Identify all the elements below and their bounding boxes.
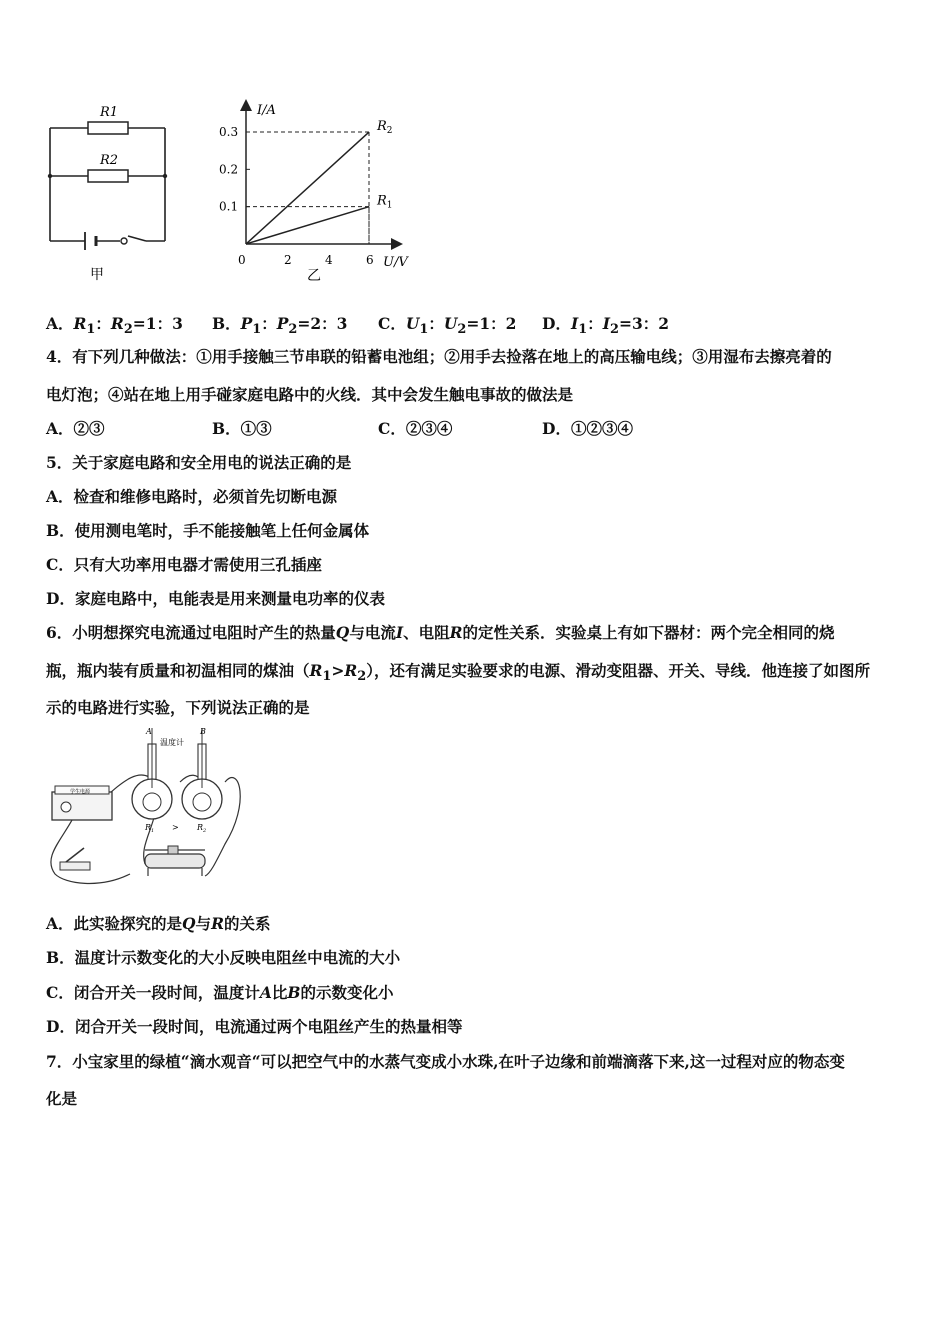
thermometer-b-label: B (200, 727, 206, 736)
q6-option-b[interactable]: B．温度计示数变化的大小反映电阻丝中电流的大小 (46, 948, 401, 967)
resistor-r1 (88, 122, 128, 134)
x-tick-label: 2 (284, 253, 292, 267)
x-tick-label: 0 (238, 253, 246, 267)
series-label-r2: $R_2$ (377, 119, 393, 137)
flask-r2-label: $R_2$ (197, 823, 207, 834)
x-tick-label: 4 (325, 253, 333, 267)
thermometer-label: 温度计 (160, 738, 184, 747)
figure-caption-yi: 乙 (307, 268, 321, 284)
junction-dot (48, 174, 52, 178)
power-supply-label: 学生电源 (70, 789, 91, 795)
compare-symbol: > (172, 823, 179, 832)
y-tick-label: 0.1 (219, 199, 239, 214)
q5-option-a[interactable]: A．检查和维修电路时，必须首先切断电源 (46, 487, 338, 506)
q3-option-a[interactable]: A．$R_1$：$R_2=1$：3 (46, 314, 183, 338)
q5-stem: 5．关于家庭电路和安全用电的说法正确的是 (46, 453, 352, 472)
q6-stem-line1: 6．小明想探究电流通过电阻时产生的热量Q与电流I、电阻R的定性关系．实验桌上有如下器材：两个完全相同的烧 (46, 623, 835, 642)
q4-option-b[interactable]: B．①③ (212, 419, 272, 438)
power-supply (52, 786, 112, 820)
q5-option-d[interactable]: D．家庭电路中，电能表是用来测量电功率的仪表 (46, 589, 385, 608)
q5-option-b[interactable]: B．使用测电笔时，手不能接触笔上任何金属体 (46, 521, 370, 540)
x-axis-label: U/V (383, 255, 408, 270)
q3-option-d[interactable]: D．$I_1$：$I_2=3$：2 (542, 314, 670, 338)
knife-switch (60, 848, 90, 870)
x-tick-label: 6 (366, 253, 374, 267)
junction-dot (163, 174, 167, 178)
iu-graph (215, 96, 420, 286)
figure-caption-jia: 甲 (90, 267, 104, 283)
thermometer-a-label: A (146, 727, 152, 736)
q6-option-a[interactable]: A．此实验探究的是Q与R的关系 (46, 914, 271, 933)
q4-stem-line2: 电灯泡；④站在地上用手碰家庭电路中的火线．其中会发生触电事故的做法是 (46, 385, 574, 404)
flask-r1-label: $R_1$ (145, 823, 155, 834)
y-tick-label: 0.3 (219, 125, 239, 140)
q6-stem-line2: 瓶，瓶内装有质量和初温相同的煤油$(R_1>R_2)$，还有满足实验要求的电源、滑动变阻器、开关、导线．他连接了如图所 (46, 661, 871, 685)
y-tick-label: 0.2 (219, 162, 239, 177)
q6-option-d[interactable]: D．闭合开关一段时间，电流通过两个电阻丝产生的热量相等 (46, 1017, 463, 1036)
q3-options (46, 312, 906, 338)
flask-r2 (182, 728, 222, 819)
experiment-apparatus-figure (40, 724, 250, 894)
q7-stem-line2: 化是 (46, 1089, 78, 1108)
q4-option-a[interactable]: A．②③ (46, 419, 105, 438)
q4-options (46, 417, 906, 439)
q5-option-c[interactable]: C．只有大功率用电器才需使用三孔插座 (46, 555, 322, 574)
q3-option-c[interactable]: C．$U_1$：$U_2=1$：2 (378, 314, 517, 338)
series-line-r1 (246, 207, 369, 244)
resistor-r2 (88, 170, 128, 182)
q6-stem-line3: 示的电路进行实验，下列说法正确的是 (46, 698, 310, 717)
series-line-r2 (246, 132, 369, 244)
q4-stem-line1: 4．有下列几种做法：①用手接触三节串联的铅蓄电池组；②用手去捡落在地上的高压输电线；③用湿布去擦亮着的 (46, 347, 832, 366)
series-label-r1: $R_1$ (377, 193, 393, 211)
q6-option-c[interactable]: C．闭合开关一段时间，温度计A比B的示数变化小 (46, 983, 394, 1002)
r2-label: R2 (100, 153, 119, 168)
q3-option-b[interactable]: B．$P_1$：$P_2=2$：3 (212, 314, 348, 338)
switch-contact (121, 238, 127, 244)
q7-stem-line1: 7．小宝家里的绿植“滴水观音“可以把空气中的水蒸气变成小水珠,在叶子边缘和前端滴落下来,这一过程对应的物态变 (46, 1052, 845, 1071)
r1-label: R1 (100, 105, 119, 120)
sliding-rheostat (145, 846, 205, 876)
y-axis-label: I/A (257, 103, 276, 118)
circuit-diagram (40, 96, 180, 286)
q4-option-c[interactable]: C．②③④ (378, 419, 453, 438)
q4-option-d[interactable]: D．①②③④ (542, 419, 633, 438)
